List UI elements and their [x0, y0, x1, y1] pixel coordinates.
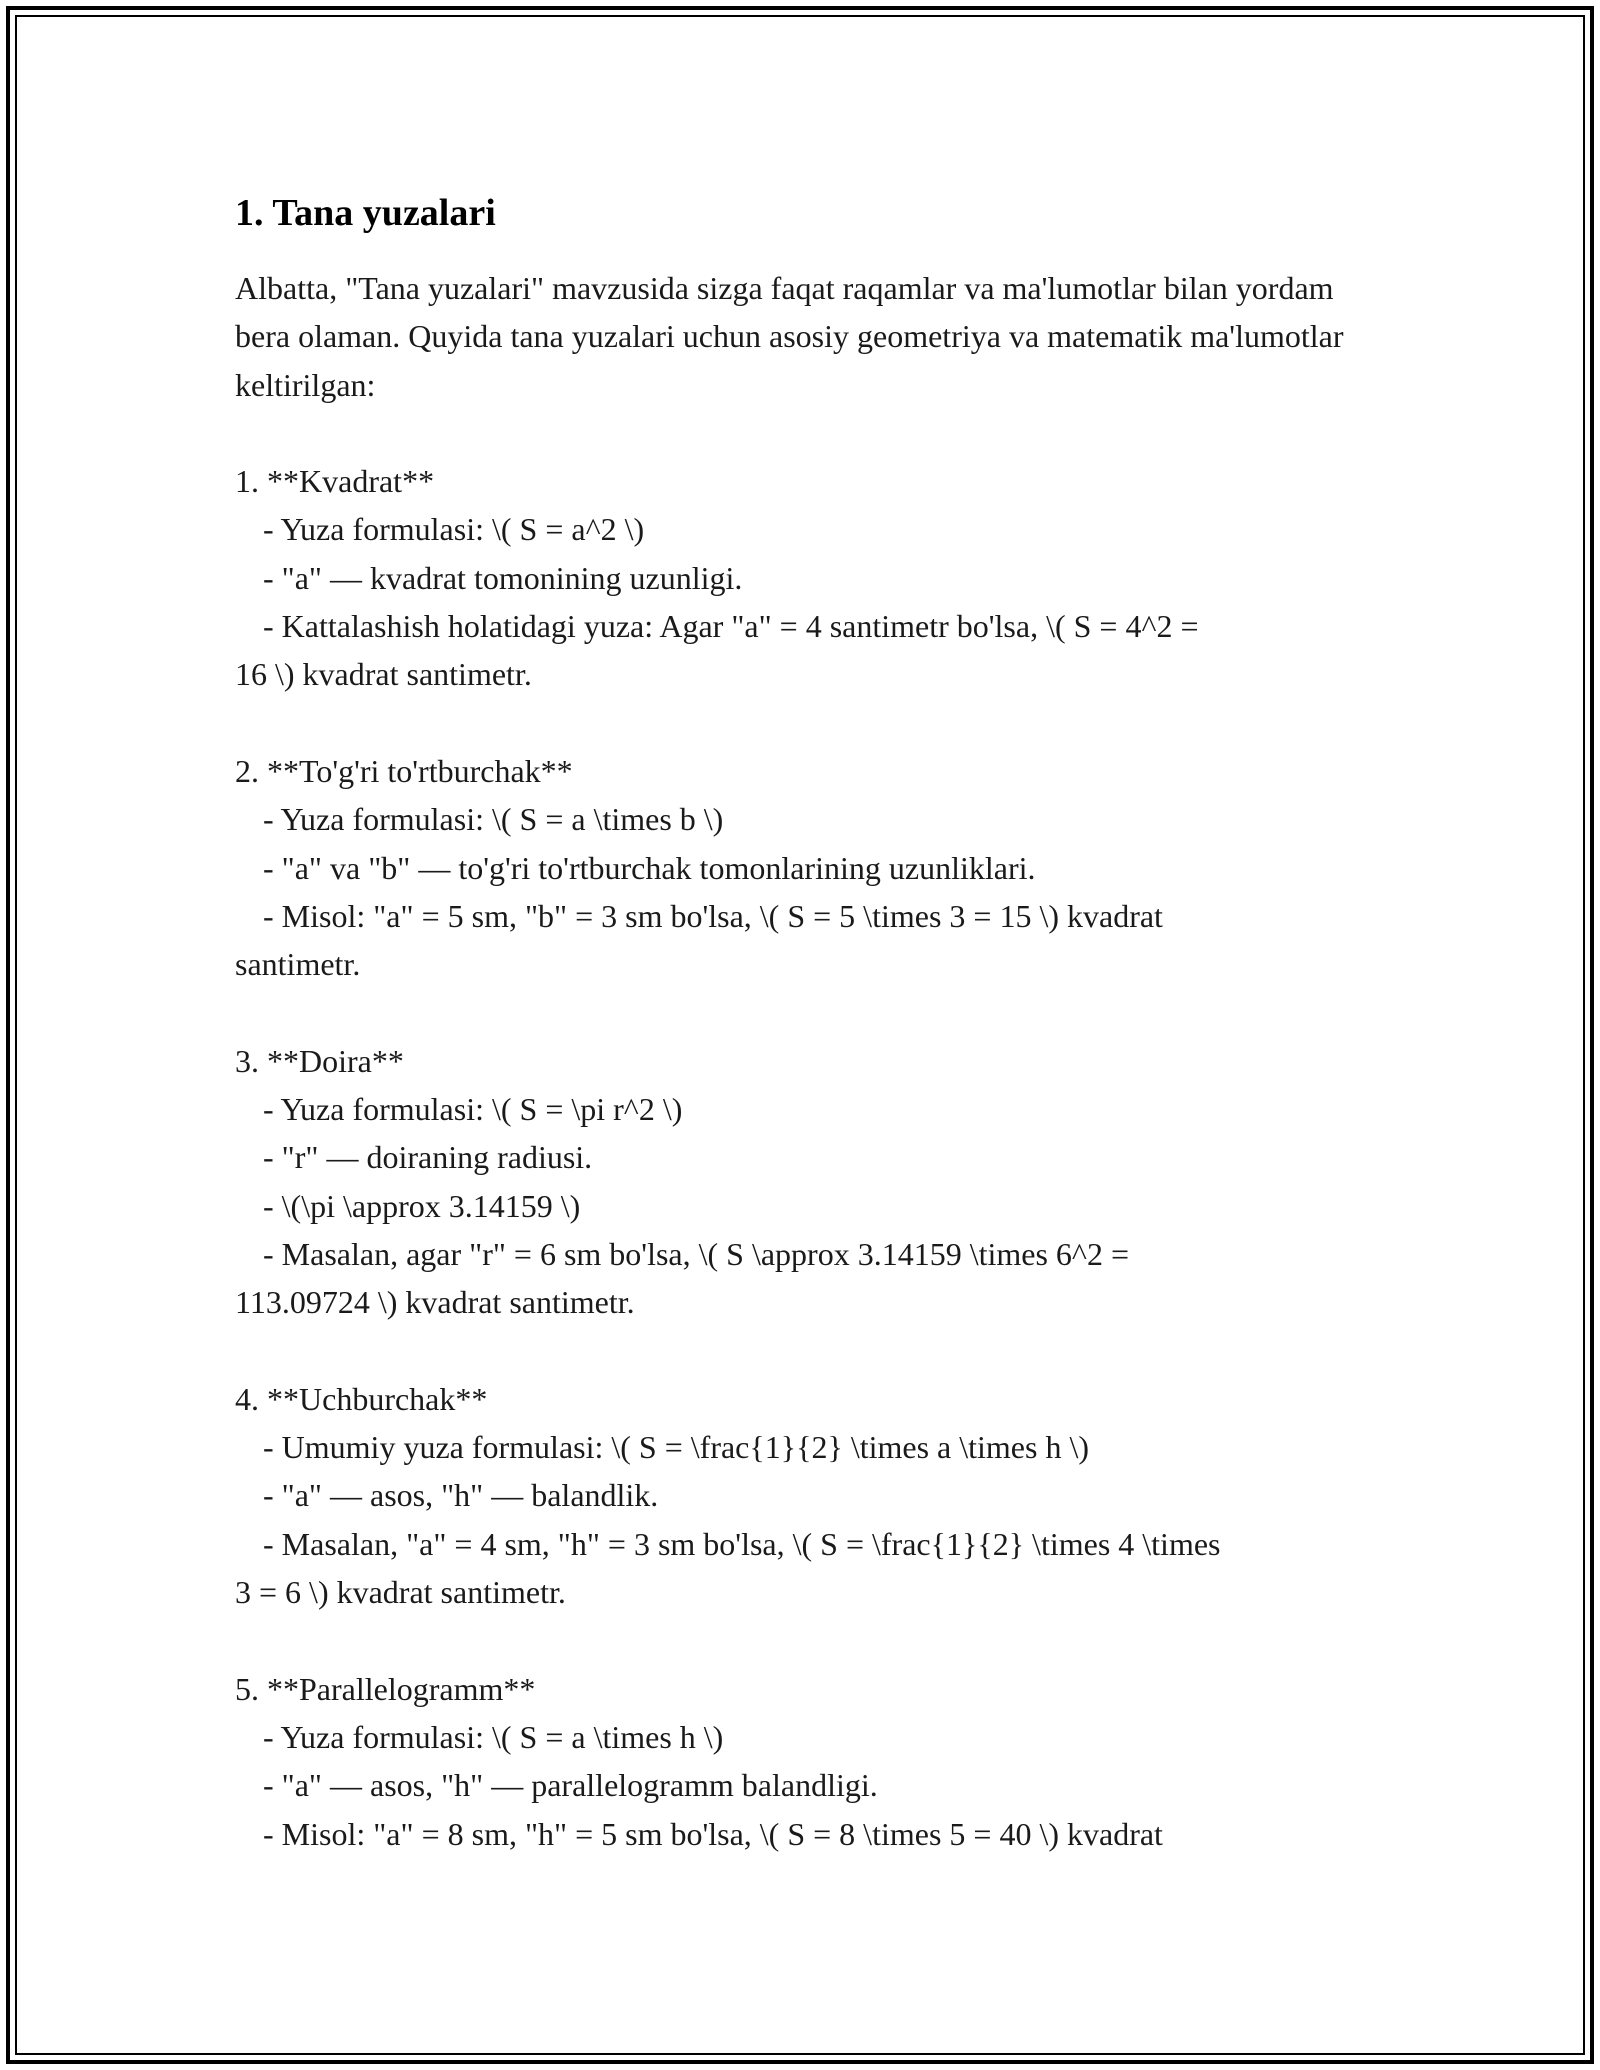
section-uchburchak [235, 1375, 1375, 1616]
list-item: - Misol: "a" = 5 sm, "b" = 3 sm bo'lsa, \( S = 5 \times 3 = 15 \) kvadrat [263, 897, 1163, 934]
section-kvadrat [235, 457, 1375, 698]
list-item: - Kattalashish holatidagi yuza: Agar "a" = 4 santimetr bo'lsa, \( S = 4^2 = [263, 608, 1199, 645]
list-item: - Yuza formulasi: \( S = \pi r^2 \) [263, 1091, 683, 1128]
list-item-continuation: santimetr. [235, 946, 361, 983]
section-title: 1. **Kvadrat** [235, 463, 435, 500]
list-item-continuation: 3 = 6 \) kvadrat santimetr. [235, 1574, 566, 1611]
list-item: - "a" — asos, "h" — parallelogramm balandligi. [263, 1767, 878, 1804]
list-item: - Yuza formulasi: \( S = a^2 \) [263, 511, 645, 548]
list-item: - "a" — kvadrat tomonining uzunligi. [263, 559, 743, 596]
section-togri-tortburchak [235, 747, 1375, 988]
list-item: - Masalan, agar "r" = 6 sm bo'lsa, \( S \approx 3.14159 \times 6^2 = [263, 1235, 1129, 1272]
list-item: - Yuza formulasi: \( S = a \times h \) [263, 1718, 724, 1755]
list-item: - Misol: "a" = 8 sm, "h" = 5 sm bo'lsa, \( S = 8 \times 5 = 40 \) kvadrat [263, 1815, 1163, 1852]
section-title: 2. **To'g'ri to'rtburchak** [235, 752, 573, 789]
section-title: 4. **Uchburchak** [235, 1380, 488, 1417]
list-item: - \(\pi \approx 3.14159 \) [263, 1187, 581, 1224]
list-item: - Masalan, "a" = 4 sm, "h" = 3 sm bo'lsa, \( S = \frac{1}{2} \times 4 \times [263, 1525, 1221, 1562]
section-doira [235, 1037, 1375, 1327]
section-parallelogramm [235, 1665, 1375, 1858]
list-item: - "a" — asos, "h" — balandlik. [263, 1477, 659, 1514]
document-body [235, 188, 1375, 1858]
list-item: - "r" — doiraning radiusi. [263, 1139, 593, 1176]
list-item: - Yuza formulasi: \( S = a \times b \) [263, 801, 724, 838]
list-item: - Umumiy yuza formulasi: \( S = \frac{1}{2} \times a \times h \) [263, 1429, 1089, 1466]
list-item: - "a" va "b" — to'g'ri to'rtburchak tomonlarining uzunliklari. [263, 849, 1036, 886]
intro-paragraph: Albatta, "Tana yuzalari" mavzusida sizga faqat raqamlar va ma'lumotlar bilan yordam bera olaman. Quyida tana yuzalari uchun asosiy geometriya va matematik ma'lumotlar keltirilgan: [235, 270, 1344, 403]
section-title: 5. **Parallelogramm** [235, 1670, 536, 1707]
section-title: 3. **Doira** [235, 1042, 404, 1079]
list-item-continuation: 16 \) kvadrat santimetr. [235, 656, 532, 693]
list-item-continuation: 113.09724 \) kvadrat santimetr. [235, 1284, 635, 1321]
document-heading: 1. Tana yuzalari [235, 192, 496, 234]
